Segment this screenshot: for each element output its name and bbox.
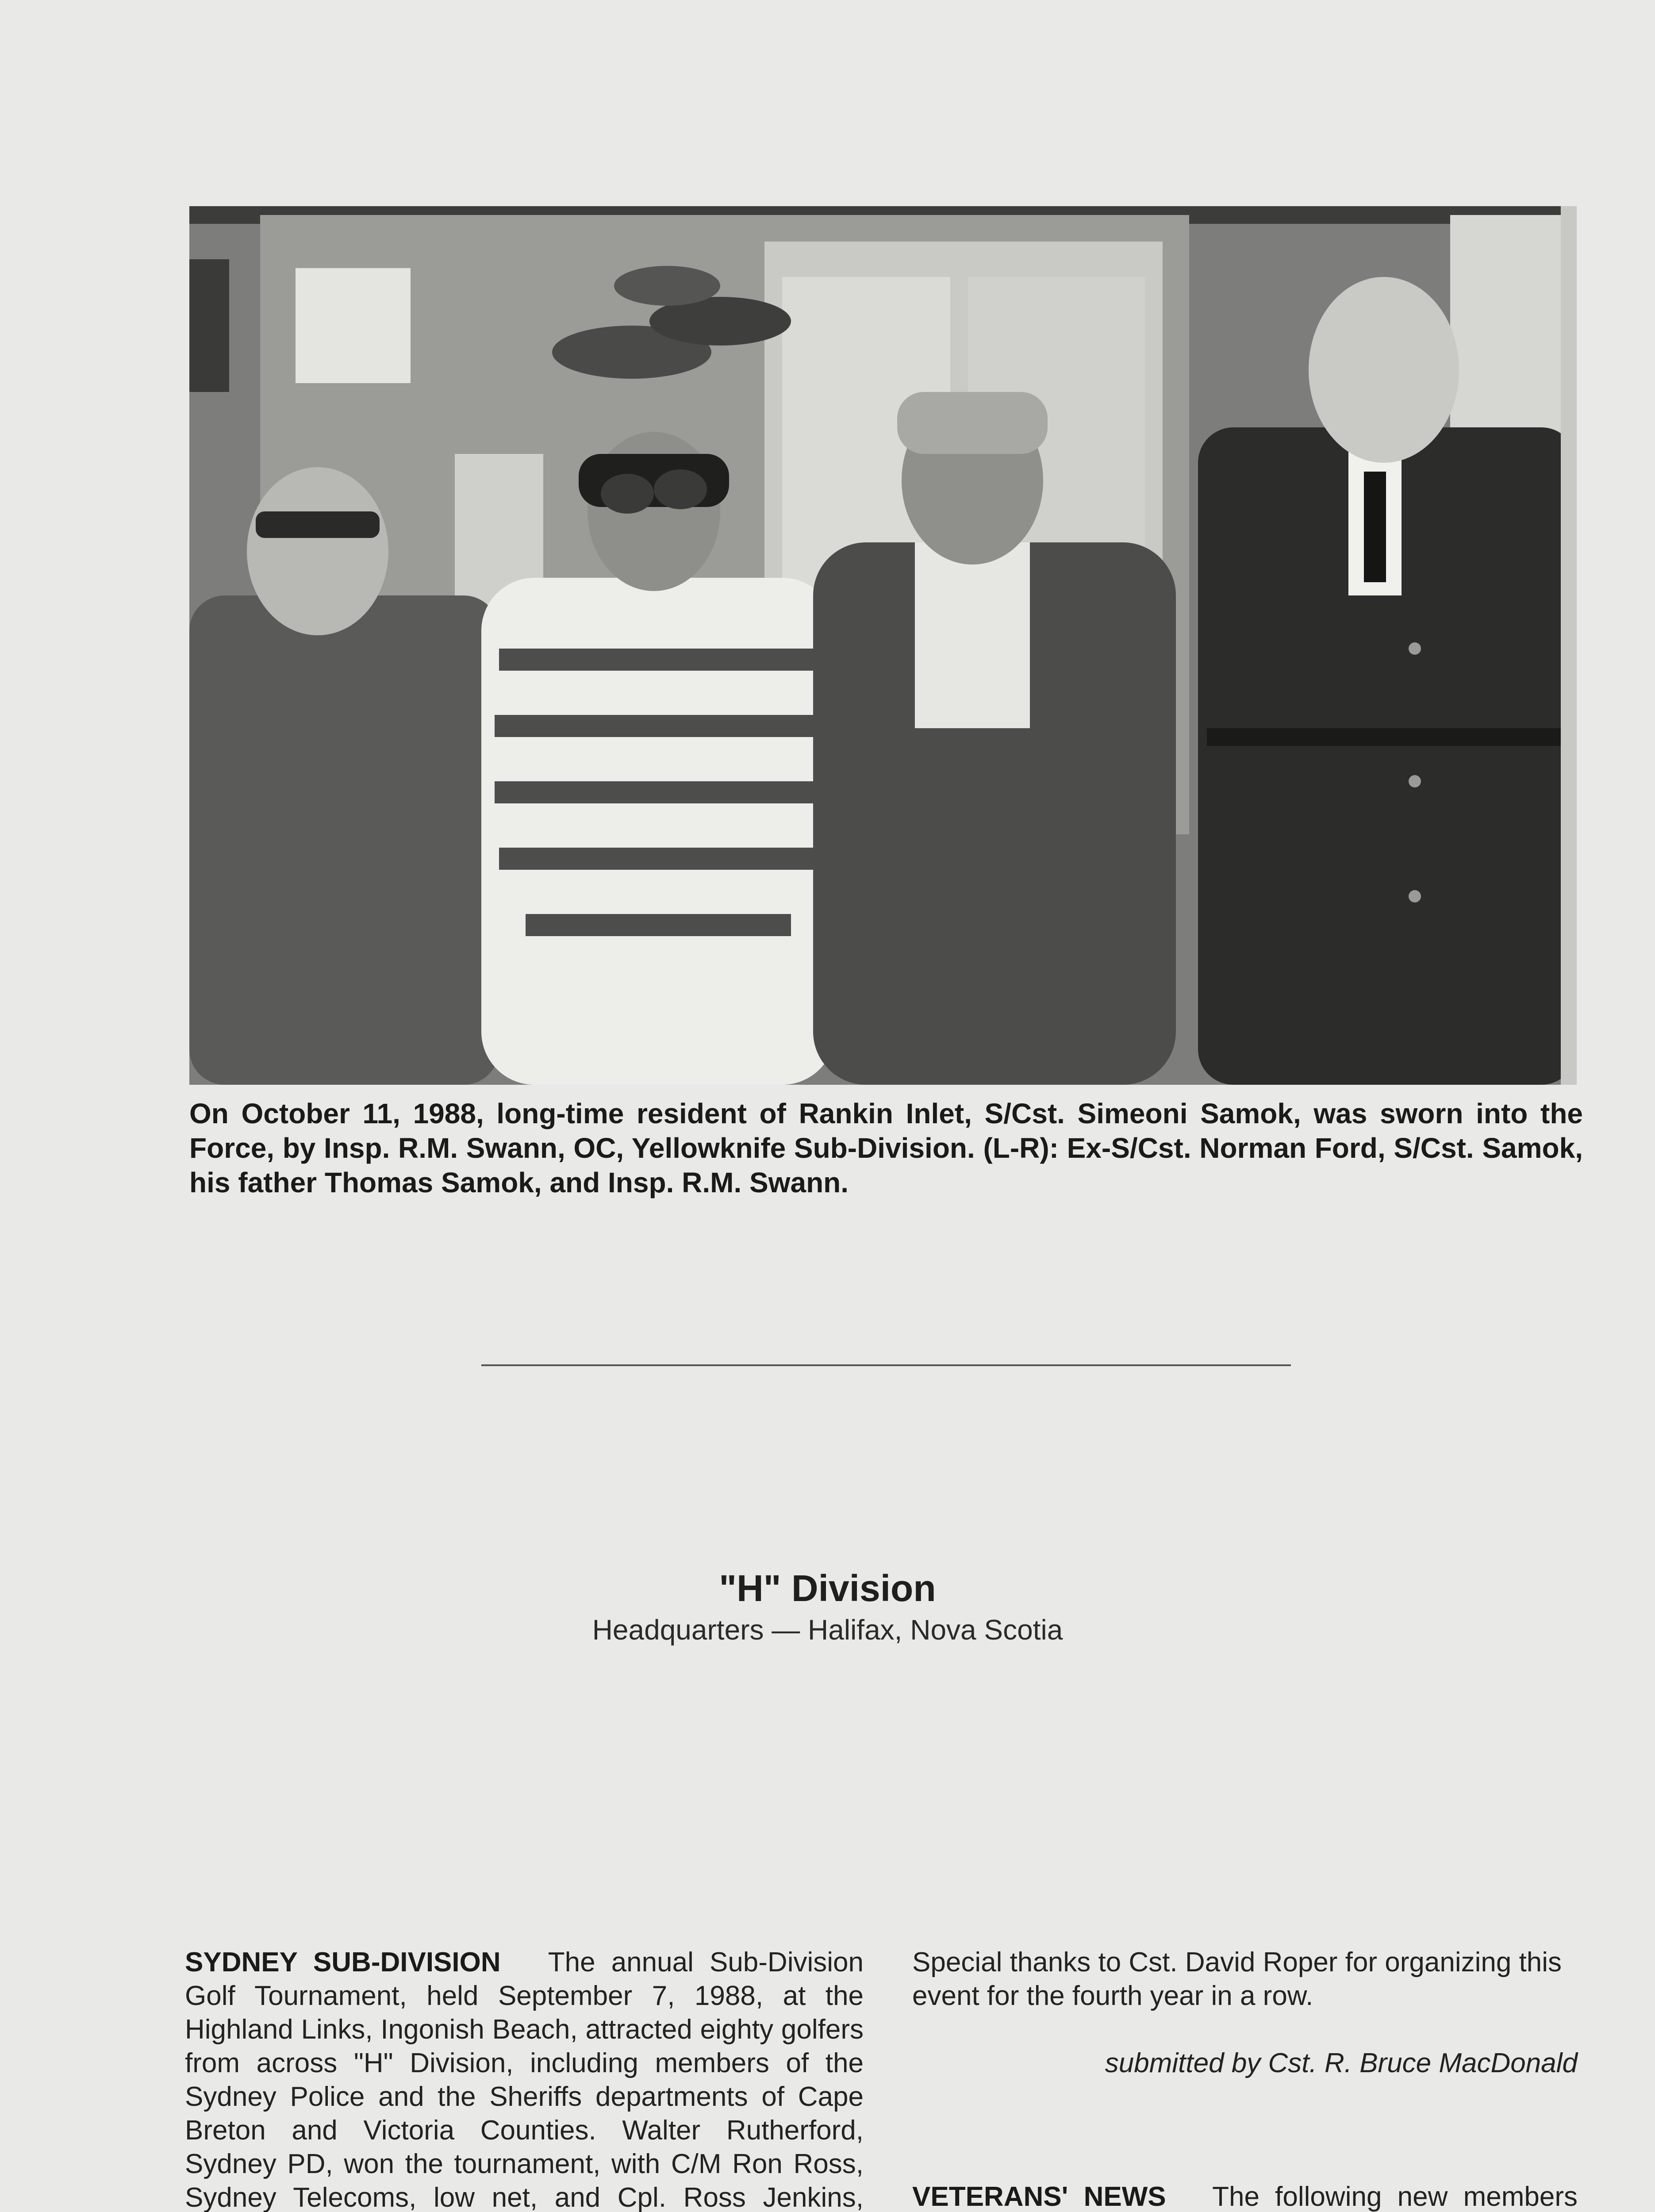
sydney-heading: SYDNEY SUB-DIVISION [185, 1947, 501, 1978]
section-divider [481, 1364, 1291, 1366]
right-column [912, 1946, 1578, 2212]
section-subtitle: Headquarters — Halifax, Nova Scotia [592, 1614, 1063, 1646]
veterans-body: The following new members [1212, 2181, 1578, 2212]
thanks-paragraph: Special thanks to Cst. David Roper for organizing this event for the fourth year in a row. [912, 1947, 1562, 2011]
section-heading [0, 1566, 1655, 1647]
photo-caption: On October 11, 1988, long-time resident of Rankin Inlet, S/Cst. Simeoni Samok, was sworn into the Force, by Insp. R.M. Swann, OC, Yellowknife Sub-Division. (L-R): Ex-S/Cst. Norman Ford, S/Cst. Samok, his father Thomas Samok, and Insp. R.M. Swann. [189, 1098, 1583, 1198]
veterans-paragraph [912, 2180, 1578, 2212]
group-photo [189, 206, 1577, 1085]
sydney-body: The annual Sub-Division Golf Tournament, held September 7, 1988, at the Highland Links, Ingonish Beach, attracted eighty golfers from across "H" Division, including members of the Sydney Police and the Sheriffs departments of Cape Breton and Victoria Counties. Walter Rutherford, Sydney PD, won the tournament, with C/M Ron Ross, Sydney Telecoms, low net, and Cpl. Ross Jenkins, [185, 1947, 864, 2212]
photo-of-four-men-icon [189, 206, 1577, 1085]
submitted-by: submitted by Cst. R. Bruce MacDonald [1105, 2048, 1578, 2078]
left-column [185, 1946, 864, 2212]
veterans-heading: VETERANS' NEWS [912, 2181, 1166, 2212]
section-title: "H" Division [719, 1567, 936, 1609]
